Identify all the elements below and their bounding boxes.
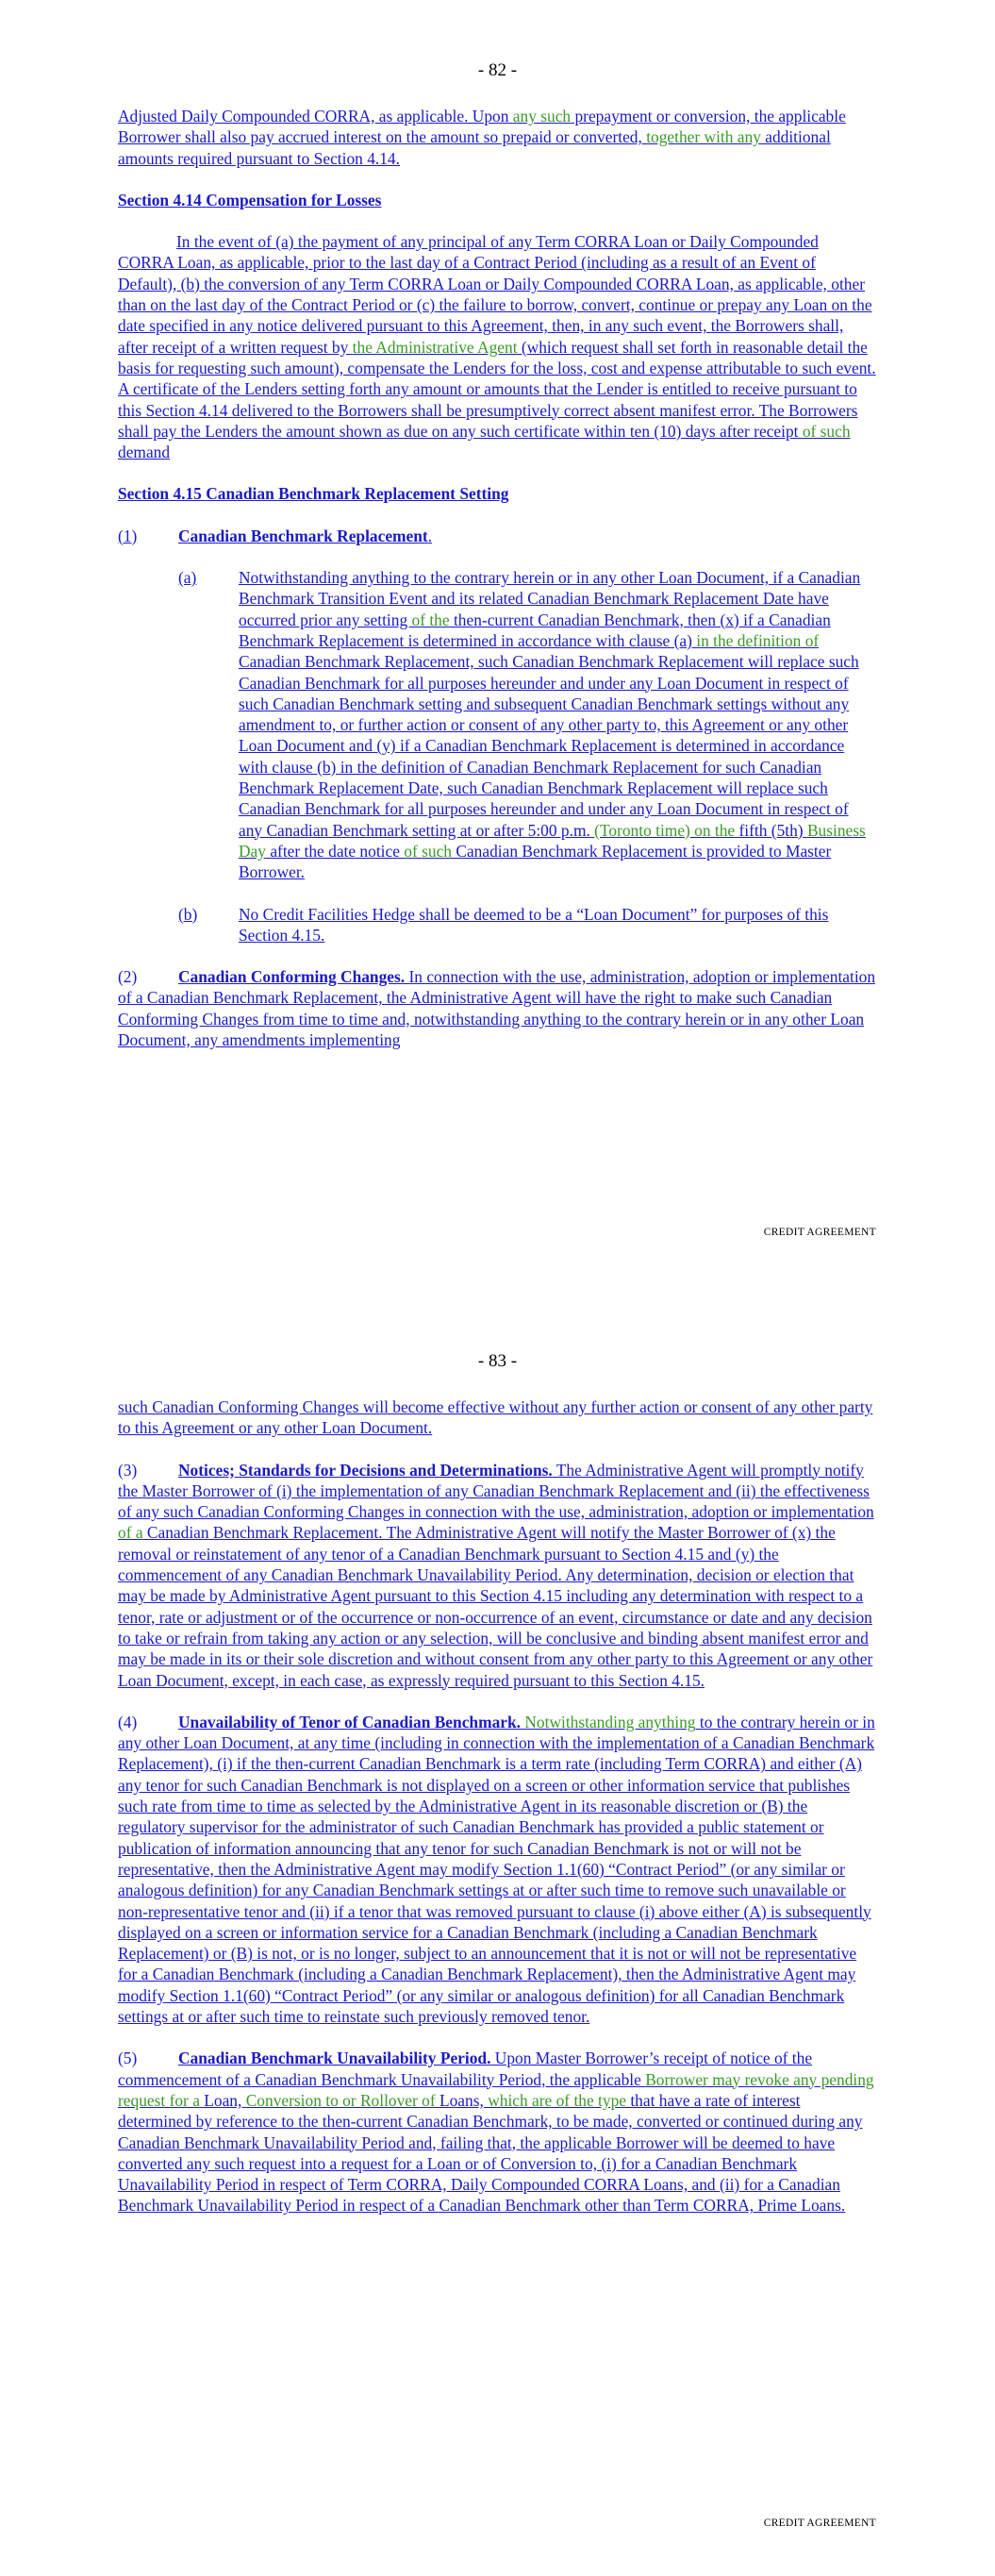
subsection-label: (1) [118, 526, 138, 545]
footer-label: CREDIT AGREEMENT [763, 1227, 876, 1238]
inserted-text: Business Day [239, 820, 866, 861]
subsection-title: Canadian Benchmark Unavailability Period. [178, 2049, 491, 2068]
inserted-text: (Toronto time) on the [594, 820, 736, 840]
text-run: Upon Master Borrower’s receipt of notice of the commencement of a Canadian Benchmark Unavailability Period, the applicable [118, 2049, 813, 2089]
text-run: additional amounts required pursuant to Section 4.14. [118, 127, 831, 168]
subsection-2 [118, 966, 876, 1050]
text-run: The Administrative Agent will promptly notify the Master Borrower of (i) the implementation of any Canadian Benchmark Replacement and (ii) the effectiveness of any such Canadian Conforming Changes in connection with the use, administration, adoption or implementation [118, 1460, 874, 1522]
page-83 [0, 1291, 995, 2576]
subsection-title: Canadian Conforming Changes. [178, 967, 406, 987]
subsection-1 [118, 526, 876, 546]
subsection-5 [118, 2048, 876, 2216]
inserted-text: Borrower may revoke any pending request for a [118, 2069, 874, 2110]
text-run: In connection with the use, administration, adoption or implementation of a Canadian Benchmark Replacement, the Administrative Agent will have the right to make such Canadian Conforming Changes from time to time and, notwithstanding anything to the contrary herein or in any other Loan Document, any amendments implementing [118, 967, 876, 1049]
section-number: Section 4.14 [118, 190, 202, 209]
section-heading-4-15 [118, 483, 876, 504]
subsection-label: (3) [118, 1460, 138, 1480]
clause-a [178, 567, 876, 882]
text-run: Adjusted Daily Compounded CORRA, as applicable. Upon [118, 107, 513, 125]
text-run: after the date notice [265, 841, 405, 861]
subsection-label: (4) [118, 1712, 138, 1731]
subsection-title: Unavailability of Tenor of Canadian Benchmark. [178, 1712, 522, 1731]
text-run: Loan, [199, 2090, 246, 2110]
inserted-text: which are of the type [488, 2090, 626, 2110]
text-run: In the event of (a) the payment of any principal of any Term CORRA Loan or Daily Compounded CORRA Loan, as applicable, prior to the last day of a Contract Period (including as a result of an Event of Default), (b) the conversion of any Term CORRA Loan or Daily Compounded CORRA Loan, as applicable, other than on the last day of the Contract Period or (c) the failure to borrow, convert, continue or prepay any Loan on the date specified in any notice delivered pursuant to this Agreement, then, in any such event, the Borrowers shall, after receipt of a written request by [118, 232, 872, 357]
subsection-3 [118, 1460, 876, 1691]
subsection-label: (5) [118, 2049, 138, 2068]
subsection-4 [118, 1712, 876, 2027]
subsection-title: Canadian Benchmark Replacement [178, 526, 428, 545]
text-run: then-current Canadian Benchmark, then (x) if a Canadian Benchmark Replacement is determined in accordance with clause (a) [239, 610, 831, 650]
page-body [118, 1397, 876, 2216]
text-run: that have a rate of interest determined by reference to the then-current Canadian Benchmark, to be made, converted or continued during any Canadian Benchmark Unavailability Period and, failing that, the applicable Borrower will be deemed to have converted any such request into a request for a Loan or of Conversion to, (i) for a Canadian Benchmark Unavailability Period in respect of Term CORRA, Daily Compounded CORRA Loans, and (ii) for a Canadian Benchmark Unavailability Period in respect of a Canadian Benchmark other than Term CORRA, Prime Loans. [118, 2090, 863, 2216]
page-number: - 82 - [477, 60, 518, 80]
inserted-text: any such [512, 107, 572, 125]
section-number: Section 4.15 [118, 484, 202, 504]
inserted-text: of such [404, 841, 452, 861]
inserted-text: Conversion to or Rollover of [245, 2090, 436, 2110]
text-run: Canadian Benchmark Replacement is provided to Master Borrower. [239, 841, 832, 882]
text-run: to the contrary herein or in any other Loan Document, at any time (including in connection with the implementation of a Canadian Benchmark Replacement), (i) if the then-current Canadian Benchmark is a term rate (including Term CORRA) and either (A) any tenor for such Canadian Benchmark is not displayed on a screen or other information service that publishes such rate from time to time as selected by the Administrative Agent in its reasonable discretion or (B) the regulatory supervisor for the administrator of such Canadian Benchmark has provided a public statement or publication of information announcing that any tenor for such Canadian Benchmark is not or will not be representative, then the Administrative Agent may modify Section 1.1(60) “Contract Period” (or any similar or analogous definition) for any Canadian Benchmark settings at or after such time to remove such unavailable or non-representative tenor and (ii) if a tenor that was removed pursuant to clause (i) above either (A) is subsequently displayed on a screen or information service for a Canadian Benchmark (including a Canadian Benchmark Replacement) or (B) is not, or is no longer, subject to an announcement that it is not or will not be representative for a Canadian Benchmark (including a Canadian Benchmark Replacement), then the Administrative Agent may modify Section 1.1(60) “Contract Period” (or any similar or analogous definition) for all Canadian Benchmark settings at or after such time to reinstate such previously removed tenor. [118, 1712, 875, 2027]
inserted-text: of such [802, 421, 851, 441]
inserted-text: together with any [646, 127, 761, 147]
continued-paragraph [118, 106, 876, 169]
continued-paragraph: such Canadian Conforming Changes will become effective without any further action or consent of any other party to this Agreement or any other Loan Document. [118, 1397, 873, 1438]
inserted-text: of a [118, 1523, 143, 1543]
inserted-text: Notwithstanding anything [521, 1712, 696, 1731]
inserted-text: of the [411, 610, 450, 629]
page-body [118, 106, 876, 1050]
inserted-text: the Administrative Agent [352, 337, 518, 357]
footer-label: CREDIT AGREEMENT [763, 2517, 876, 2529]
text-run: prepayment or conversion, the applicable Borrower shall also pay accrued interest on the amount so prepaid or converted, [118, 107, 846, 147]
section-4-14-paragraph [118, 231, 876, 462]
inserted-text: in the definition of [696, 630, 820, 650]
subsection-title: Notices; Standards for Decisions and Determinations. [178, 1460, 553, 1480]
page-number: - 83 - [477, 1351, 518, 1371]
text-run: Notwithstanding anything to the contrary herein or in any other Loan Document, if a Canadian Benchmark Transition Event and its related Canadian Benchmark Replacement Date have occurred prior any setting [239, 568, 861, 629]
section-title: Canadian Benchmark Replacement Setting [206, 484, 509, 504]
text-run: Canadian Benchmark Replacement. The Administrative Agent will notify the Master Borrower of (x) the removal or reinstatement of any tenor of a Canadian Benchmark pursuant to Section 4.15 and (y) the commencement of any Canadian Benchmark Unavailability Period. Any determination, decision or election that may be made by Administrative Agent pursuant to this Section 4.15 including any determination with respect to a tenor, rate or adjustment or of the occurrence or non-occurrence of an event, circumstance or date and any decision to take or refrain from taking any action or any selection, will be conclusive and binding absent manifest error and may be made in its or their sole discretion and without consent from any other party to this Agreement or any other Loan Document, except, in each case, as expressly required pursuant to this Section 4.15. [118, 1523, 873, 1690]
clause-text: No Credit Facilities Hedge shall be deemed to be a “Loan Document” for purposes of this Section 4.15. [239, 904, 829, 945]
text-run: . [427, 526, 433, 545]
text-run: Canadian Benchmark Replacement, such Canadian Benchmark Replacement will replace such Canadian Benchmark for all purposes hereunder and under any Loan Document in respect of such Canadian Benchmark setting and subsequent Canadian Benchmark settings without any amendment to, or further action or consent of any other party to, this Agreement or any other Loan Document and (y) if a Canadian Benchmark Replacement is determined in accordance with clause (b) in the definition of Canadian Benchmark Replacement for such Canadian Benchmark Replacement Date, such Canadian Benchmark Replacement will replace such Canadian Benchmark for all purposes hereunder and under any Loan Document in respect of any Canadian Benchmark setting at or after 5:00 p.m. [239, 652, 859, 840]
section-heading-4-14 [118, 190, 876, 210]
clause-label: (a) [178, 568, 197, 588]
subsection-label: (2) [118, 967, 138, 987]
text-run: Loans, [435, 2090, 489, 2110]
clause-label: (b) [178, 904, 198, 924]
text-run: (which request shall set forth in reasonable detail the basis for requesting such amount), compensate the Lenders for the loss, cost and expense attributable to such event. A certificate of the Lenders setting forth any amount or amounts that the Lender is entitled to receive pursuant to this Section 4.14 delivered to the Borrowers shall be presumptively correct absent manifest error. The Borrowers shall pay the Lenders the amount shown as due on any such certificate within ten (10) days after receipt [118, 337, 876, 441]
text-run: fifth (5th) [735, 820, 807, 840]
text-run: demand [118, 443, 171, 462]
clause-text [239, 567, 876, 882]
section-title: Compensation for Losses [206, 190, 382, 209]
clause-b [178, 904, 876, 946]
